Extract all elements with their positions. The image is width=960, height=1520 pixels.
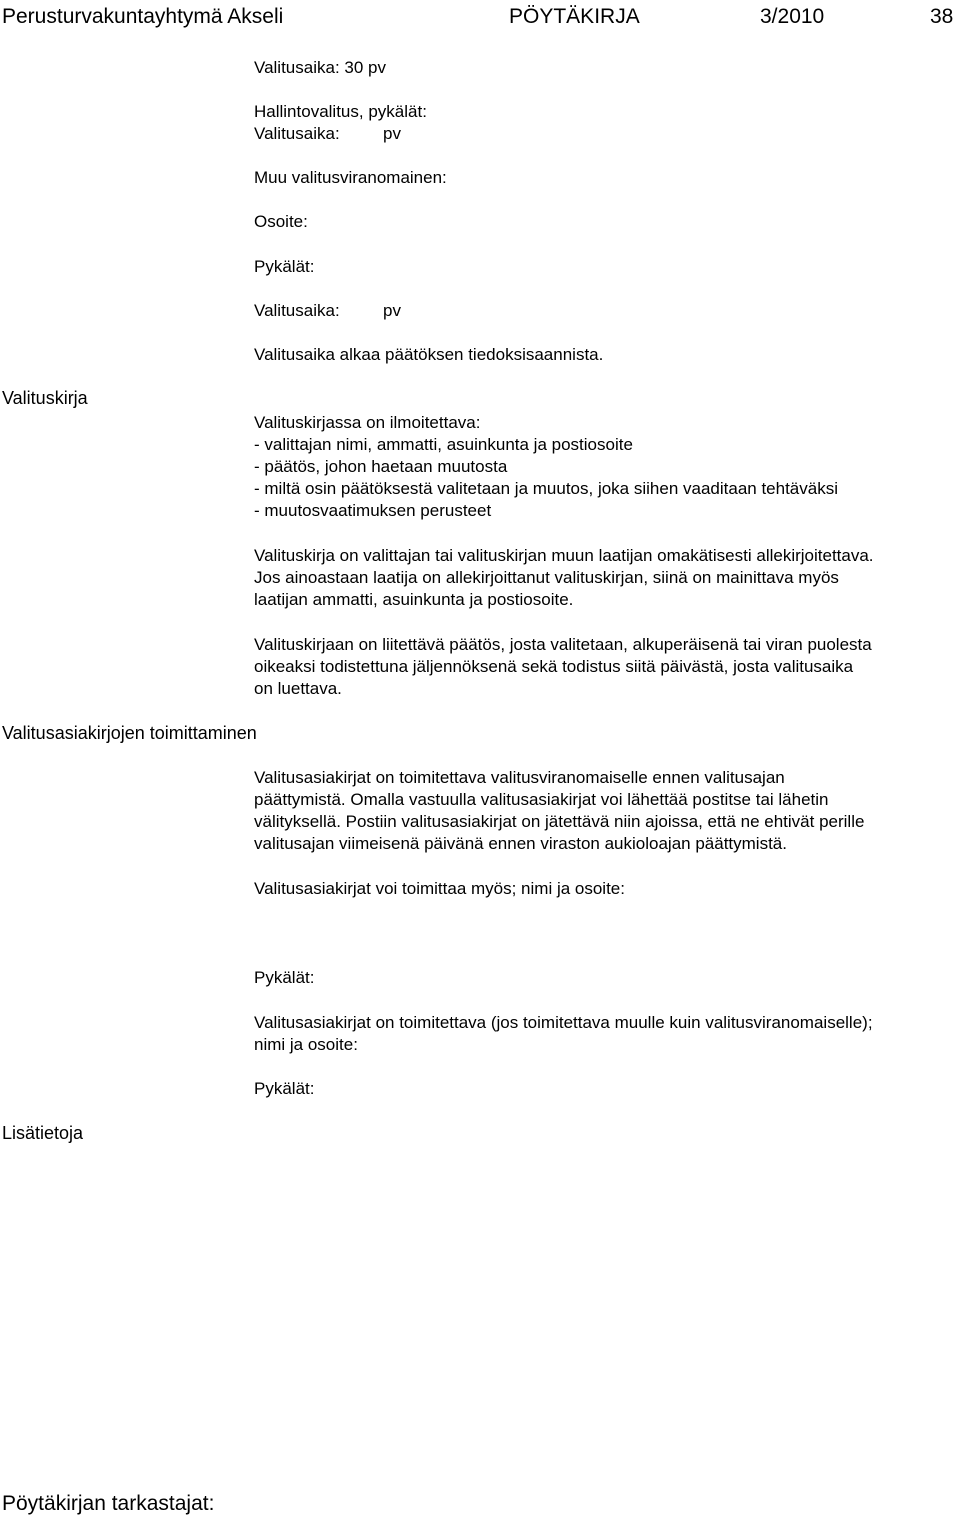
admin-period-unit: pv (383, 124, 401, 143)
list-item: - päätös, johon haetaan muutosta (254, 457, 508, 476)
delivery-line: Valitusasiakirjat on toimitettava valitusviranomaiselle ennen valitusajan (254, 768, 785, 787)
minutes-reviewers-label: Pöytäkirjan tarkastajat: (2, 1492, 215, 1515)
attachment-requirement-line: oikeaksi todistettuna jäljennöksenä sekä todistus siitä päivästä, josta valitusaika (254, 657, 854, 676)
authority-sections: Pykälät: (254, 257, 315, 276)
page-number: 38 (930, 5, 954, 28)
delivery-line: välityksellä. Postiin valitusasiakirjat on jätettävä niin ajoissa, että ne ehtivät perille (254, 812, 865, 831)
delivery-sections-2: Pykälät: (254, 1079, 315, 1098)
delivery-line: valitusajan viimeisenä päivänä ennen viraston aukioloajan päättymistä. (254, 834, 787, 853)
list-item: - miltä osin päätöksestä valitetaan ja muutos, joka siihen vaaditaan tehtäväksi (254, 479, 838, 498)
additional-info-heading: Lisätietoja (2, 1123, 84, 1143)
delivery-heading: Valitusasiakirjojen toimittaminen (2, 723, 257, 743)
other-appeal-period (254, 300, 401, 322)
issue-number: 3/2010 (760, 5, 825, 28)
signature-requirement-line: Valituskirja on valittajan tai valituskirjan muun laatijan omakätisesti allekirjoitettava. (254, 546, 874, 565)
delivery-other-line: nimi ja osoite: (254, 1035, 358, 1054)
appeal-period: Valitusaika: 30 pv (254, 58, 386, 77)
delivery-also-note: Valitusasiakirjat voi toimittaa myös; nimi ja osoite: (254, 879, 625, 898)
delivery-other-line: Valitusasiakirjat on toimitettava (jos toimitettava muulle kuin valitusviranomaiselle); (254, 1013, 873, 1032)
signature-requirement-line: laatijan ammatti, asuinkunta ja postiosoite. (254, 590, 574, 609)
list-item: - valittajan nimi, ammatti, asuinkunta ja postiosoite (254, 435, 633, 454)
admin-appeal-sections: Hallintovalitus, pykälät: (254, 102, 427, 121)
admin-period-label: Valitusaika: (254, 124, 340, 143)
other-period-label: Valitusaika: (254, 301, 340, 320)
attachment-requirement-line: on luettava. (254, 679, 342, 698)
signature-requirement-line: Jos ainoastaan laatija on allekirjoittanut valituskirjan, siinä on mainittava myös (254, 568, 839, 587)
document-type: PÖYTÄKIRJA (509, 5, 640, 28)
attachment-requirement-line: Valituskirjaan on liitettävä päätös, josta valitetaan, alkuperäisenä tai viran puolesta (254, 635, 872, 654)
appeal-start-note: Valitusaika alkaa päätöksen tiedoksisaannista. (254, 345, 604, 364)
other-appeal-authority: Muu valitusviranomainen: (254, 168, 447, 187)
appeal-letter-intro: Valituskirjassa on ilmoitettava: (254, 413, 481, 432)
list-item: - muutosvaatimuksen perusteet (254, 501, 492, 520)
other-period-unit: pv (383, 301, 401, 320)
delivery-sections-1: Pykälät: (254, 968, 315, 987)
delivery-line: päättymistä. Omalla vastuulla valitusasiakirjat voi lähettää postitse tai lähetin (254, 790, 829, 809)
organization-name: Perusturvakuntayhtymä Akseli (2, 5, 284, 28)
appeal-letter-heading: Valituskirja (2, 388, 88, 408)
authority-address: Osoite: (254, 212, 308, 231)
admin-appeal-period (254, 123, 401, 145)
